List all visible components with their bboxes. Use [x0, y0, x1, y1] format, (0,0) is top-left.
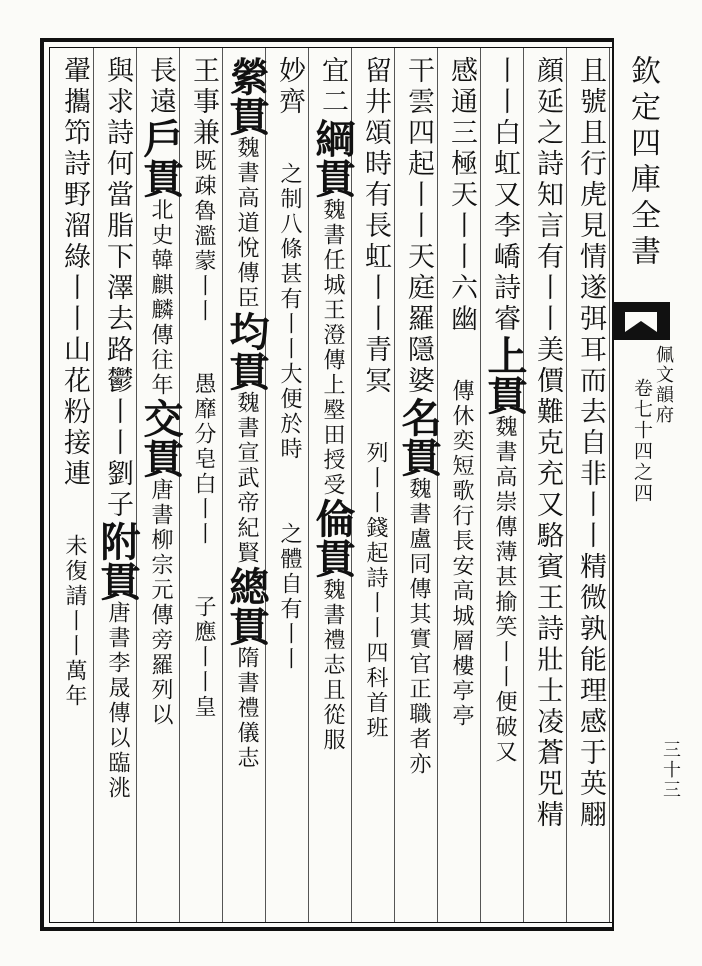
column-text: 且號且行虎見情遂弭耳而去自非丨丨精微孰能理感于英翢 [575, 56, 606, 831]
entry-note: 北史韓麒麟傳往年 [148, 198, 173, 398]
text-column-9 [223, 56, 270, 916]
text-column-2 [527, 56, 567, 916]
entry-note: 傳休奕短歌行長安高城層樓亭亭 [449, 379, 474, 729]
text-column-1 [570, 56, 610, 916]
entry-heading: 名貫 [395, 397, 442, 477]
text-column-13 [54, 56, 94, 916]
entry-heading: 綱貫 [309, 118, 356, 198]
text-column-10 [183, 56, 223, 916]
entry-heading: 縈貫 [223, 56, 270, 136]
text-column-3 [481, 56, 528, 916]
column-text: 與求詩何當脂下澤去路鬱丨丨劉子 [102, 56, 133, 521]
column-text: 留井頌時有長虹丨丨青冥 [360, 56, 391, 397]
entry-note: 之體自有丨丨 [277, 522, 302, 672]
column-text: 王事兼 [188, 56, 219, 149]
book-name: 佩文韻府 [653, 345, 674, 425]
entry-note: 魏書禮志且從服 [320, 578, 345, 753]
entry-heading: 交貫 [137, 398, 184, 478]
column-text: 丨丨白虹又李嶠詩睿 [489, 56, 520, 335]
entry-note: 之制八條甚有丨丨大便於時 [277, 162, 302, 462]
entry-heading: 附貫 [94, 521, 141, 601]
entry-note: 魏書宣武帝紀賢 [234, 391, 259, 566]
text-column-5 [395, 56, 442, 916]
entry-note: 魏書高道悅傳臣 [234, 136, 259, 311]
volume-label: 卷七十四之四 [631, 378, 653, 504]
entry-note: 未復請丨丨萬年 [62, 534, 87, 709]
entry-heading: 上貫 [481, 335, 528, 415]
column-text: 干雲四起丨丨天庭羅隱婆 [403, 56, 434, 397]
entry-note: 魏書高崇傳薄甚揄笑丨丨便破又 [492, 415, 517, 765]
column-text: 翬攜笻詩野溜綠丨丨山花粉接連 [59, 56, 90, 490]
column-text: 妙齊 [274, 56, 305, 118]
column-text: 感通三極天丨丨六幽 [446, 56, 477, 335]
entry-note: 唐書柳宗元傳旁羅列以 [148, 478, 173, 728]
entry-note: 魏書任城王澄傳上壂田授受 [320, 198, 345, 498]
entry-heading: 總貫 [223, 566, 270, 646]
entry-note: 列丨丨錢起詩丨丨四科首班 [363, 441, 388, 741]
entry-note: 魏書盧同傳其實官正職者亦 [406, 477, 431, 777]
column-text: 顔延之詩知言有丨丨美價難克充又駱賓王詩壯士凌蒼兕精 [532, 56, 563, 831]
entry-note: 隋書禮儀志 [234, 646, 259, 771]
entry-note: 子應丨丨皇 [191, 595, 216, 720]
book-title: 欽定四庫全書 [625, 55, 660, 271]
entry-note: 愚靡分皂白丨丨 [191, 372, 216, 547]
text-column-11 [137, 56, 184, 916]
column-text: 長遠 [145, 56, 176, 118]
text-column-12 [94, 56, 141, 916]
page-number: 三十三 [660, 740, 681, 800]
column-text: 宜二 [317, 56, 348, 118]
entry-heading: 戶貫 [137, 118, 184, 198]
text-column-4 [441, 56, 481, 916]
entry-note: 唐書李晟傳以臨洮 [105, 601, 130, 801]
text-column-8 [269, 56, 309, 916]
text-column-6 [355, 56, 395, 916]
entry-note: 既疎魯濫蒙丨丨 [191, 149, 216, 324]
entry-heading: 均貫 [223, 311, 270, 391]
text-column-7 [309, 56, 356, 916]
entry-heading: 倫貫 [309, 498, 356, 578]
